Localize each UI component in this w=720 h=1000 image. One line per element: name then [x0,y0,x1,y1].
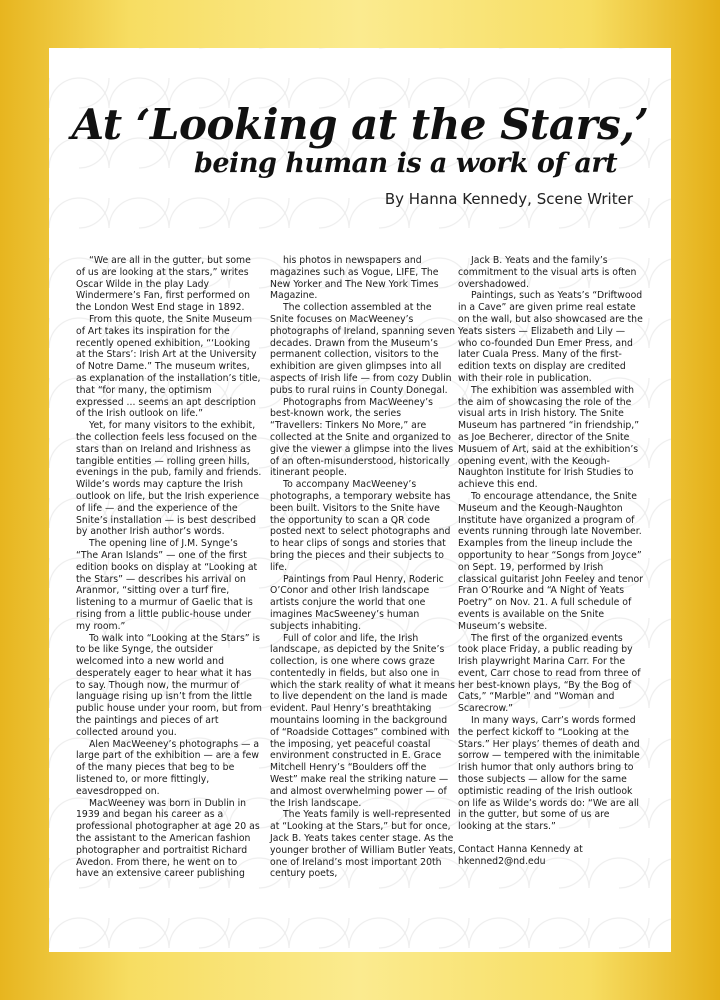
paragraph: MacWeeney was born in Dublin in 1939 and began his career as a professional photographer at age 20 as the assistant to the American fashion photographer and portraitist Richard Avedon. From there, he went on to have an extensive career publishing [76,797,260,880]
paragraph: From this quote, the Snite Museum of Art takes its inspiration for the recently opened exhibition, “‘Looking at the Stars’: Irish Art at the University of Notre Dame.” The museum writes, as explanation of the installation’s title, that “for many, the optimism expressed ... seems an apt description of the Irish outlook on life.” [76,313,261,420]
article-column-3 [458,255,644,868]
contact-info [458,844,644,868]
paragraph: Yet, for many visitors to the exhibit, the collection feels less focused on the stars than on Ireland and Irishness as tangible entities — rolling green hills, evenings in the pub, family and friends. Wilde’s words may capture the Irish outlook on life, but the Irish experience of life — and the experience of the Snite’s installation — is best described by another Irish author’s words. [76,420,262,538]
paragraph: Alen MacWeeney’s photographs — a large part of the exhibition — are a few of the many pieces that beg to be listened to, or more fittingly, eavesdropped on. [76,738,260,797]
byline: By Hanna Kennedy, Scene Writer [384,190,633,208]
paragraph: his photos in newspapers and magazines such as Vogue, LIFE, The New Yorker and The New York Times Magazine. [270,255,439,302]
article-column-2 [270,255,456,880]
article-page [49,48,671,952]
headline-line-2: being human is a work of art [194,148,618,179]
paragraph: Photographs from MacWeeney’s best-known work, the series “Travellers: Tinkers No More,” are collected at the Snite and organized to give the viewer a glimpse into the lives of an often-misunderstood, historically itinerant people. [270,396,454,479]
paragraph: The collection assembled at the Snite focuses on MacWeeney’s photographs of Ireland, spanning seven decades. Drawn from the Museum’s permanent collection, visitors to the exhibition are given glimpses into all aspects of Irish life — from cozy Dublin pubs to rural ruins in County Donegal. [270,302,456,396]
paragraph: The first of the organized events took place Friday, a public reading by Irish playwright Marina Carr. For the event, Carr chose to read from three of her best-known plays, “By the Bog of Cats,” “Marble” and “Woman and Scarecrow.” [458,632,641,715]
contact-line: Contact Hanna Kennedy at [458,844,583,856]
paragraph: Paintings from Paul Henry, Roderic O’Conor and other Irish landscape artists conjure the world that one imagines MacSweeney’s human subjects inhabiting. [270,573,444,632]
contact-email: hkenned2@nd.edu [458,855,546,867]
paragraph: In many ways, Carr’s words formed the perfect kickoff to “Looking at the Stars.” Her plays’ themes of death and sorrow — tempered with the inimitable Irish humor that only authors bring to those subjects — allow for the same optimistic reading of the Irish outlook on life as Wilde’s words do: “We are all in the gutter, but some of us are looking at the stars.” [458,715,640,833]
paragraph: The opening line of J.M. Synge’s “The Aran Islands” — one of the first edition books on display at “Looking at the Stars” — describes his arrival on Aranmor, “sitting over a turf fire, listening to a murmur of Gaelic that is rising from a little public-house under my room.” [76,538,258,632]
paragraph: Full of color and life, the Irish landscape, as depicted by the Snite’s collection, is one where cows graze contentedly in fields, but also one in which the stark reality of what it means to live dependent on the land is made evident. Paul Henry’s breathtaking mountains looming in the background of “Roadside Cottages” combined with the imposing, yet peaceful coastal environment constructed in E. Grace Mitchell Henry’s “Boulders off the West” make real the striking nature — and almost overwhelming power — of the Irish landscape. [270,632,456,809]
paragraph: The Yeats family is well-represented at “Looking at the Stars,” but for once, Jack B. Yeats takes center stage. As the younger brother of William Butler Yeats, one of Ireland’s most important 20th century poets, [270,809,456,880]
paragraph: To walk into “Looking at the Stars” is to be like Synge, the outsider welcomed into a new world and desperately eager to hear what it has to say. Though now, the murmur of language rising up isn’t from the little public house under your room, but from the paintings and pieces of art collected around you. [76,632,262,738]
paragraph: Paintings, such as Yeats’s “Driftwood in a Cave” are given prime real estate on the wall, but also showcased are the Yeats sisters — Elizabeth and Lily — who co-founded Dun Emer Press, and later Cuala Press. Many of the first-edition texts on display are credited with their role in publication. [458,290,643,384]
paragraph: The exhibition was assembled with the aim of showcasing the role of the visual arts in Irish history. The Snite Museum has partnered “in friendship,” as Joe Becherer, director of the Snite Musuem of Art, said at the exhibition’s opening event, with the Keough-Naughton Institute for Irish Studies to achieve this end. [458,384,640,491]
paragraph: To accompany MacWeeney’s photographs, a temporary website has been built. Visitors to the Snite have the opportunity to scan a QR code posted next to select photographs and to hear clips of songs and stories that bring the pieces and their subjects to life. [270,479,451,573]
paragraph: “We are all in the gutter, but some of us are looking at the stars,” writes Oscar Wilde in the play Lady Windermere’s Fan, first performed on the London West End stage in 1892. [76,255,251,314]
paragraph: To encourage attendance, the Snite Museum and the Keough-Naughton Institute have organized a program of events running through late November. Examples from the lineup include the opportunity to hear “Songs from Joyce” on Sept. 19, performed by Irish classical guitarist John Feeley and tenor Fran O’Rourke and “A Night of Yeats Poetry” on Nov. 21. A full schedule of events is available on the Snite Museum’s website. [458,490,643,632]
article-column-1 [76,255,262,880]
headline-line-1: At ‘Looking at the Stars,’ [71,100,649,149]
paragraph: Jack B. Yeats and the family’s commitment to the visual arts is often overshadowed. [458,255,637,290]
